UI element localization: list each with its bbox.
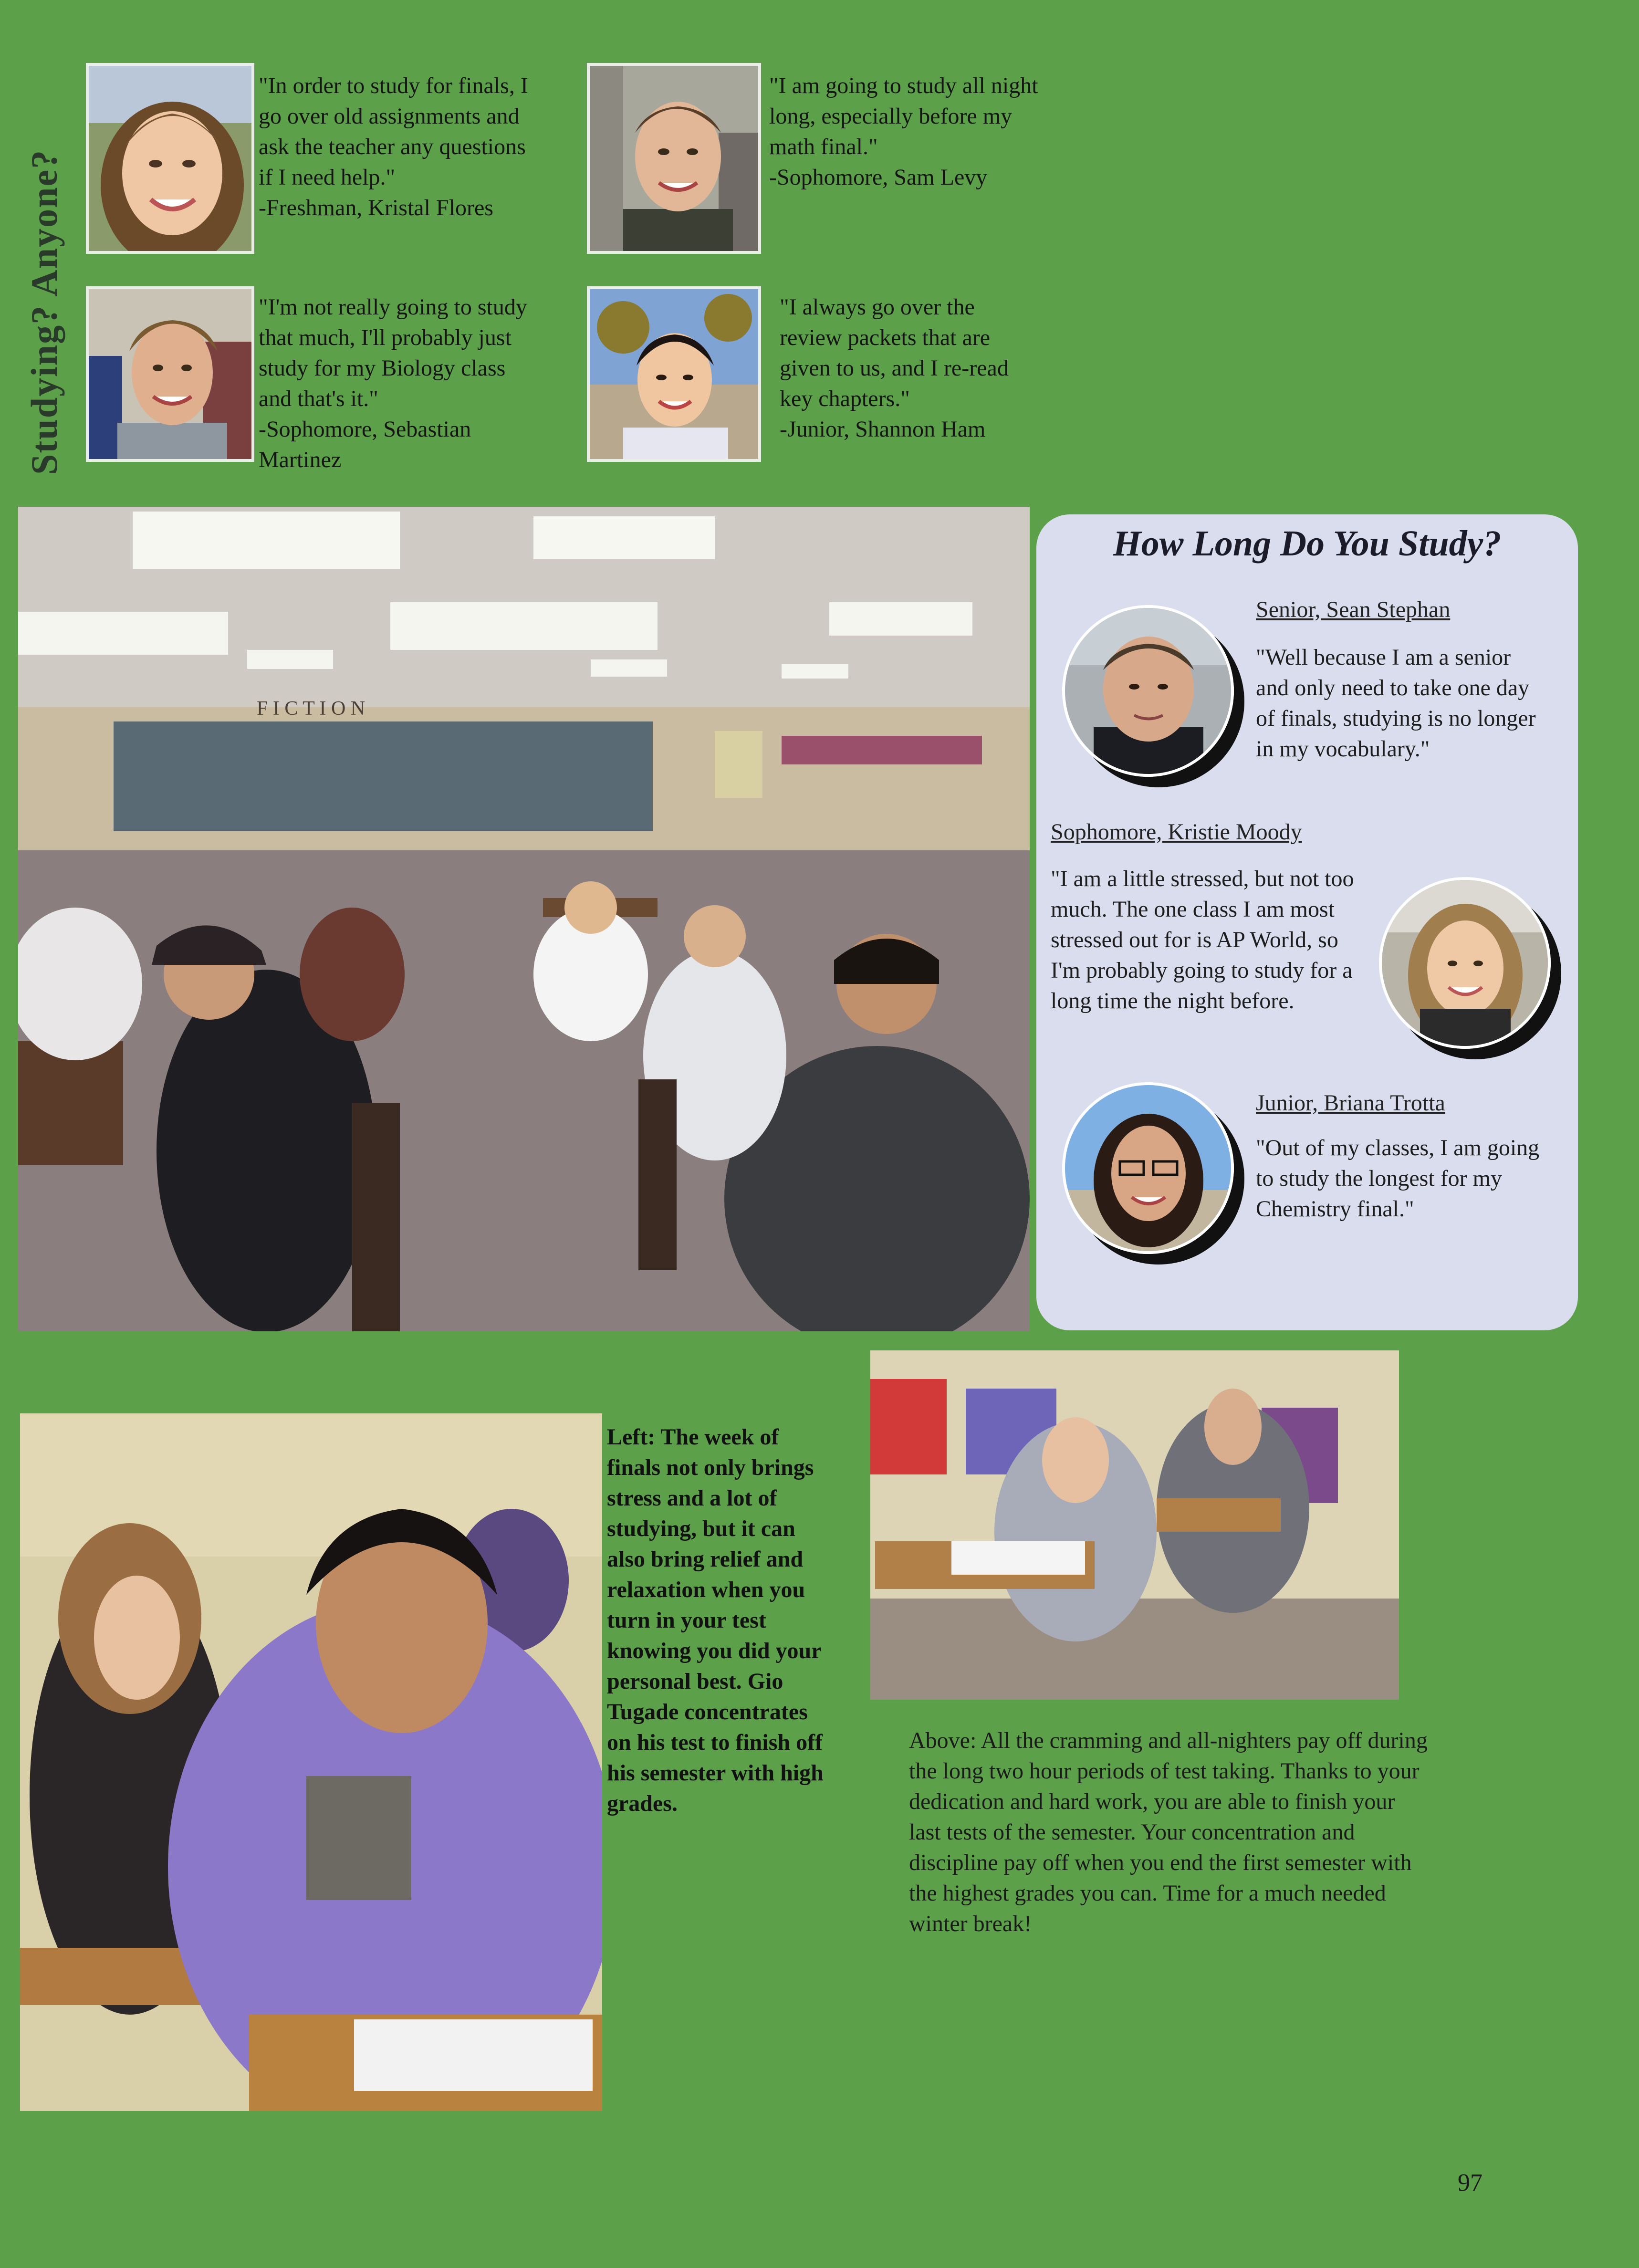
- panel-name-sean-stephan: Senior, Sean Stephan: [1256, 597, 1451, 622]
- portrait-sean-stephan: [1062, 605, 1234, 777]
- panel-quote-kristie-moody: "I am a little stressed, but not too much. The one class I am most stressed out for is AP World, so I'm probably going to study for a long time the night before.: [1051, 866, 1354, 1014]
- panel-quote-sean-stephan: "Well because I am a senior and only need to take one day of finals, studying is no longer in my vocabulary.": [1256, 645, 1536, 762]
- test-taking-photo-right: [870, 1350, 1399, 1700]
- panel-title: How Long Do You Study?: [1113, 523, 1502, 564]
- quote-shannon-ham: "I always go over the review packets that are given to us, and I re-read key chapters." -Junior, Shannon Ham: [780, 294, 1009, 442]
- page-number: 97: [1458, 2169, 1482, 2196]
- panel-quote-briana-trotta: "Out of my classes, I am going to study the longest for my Chemistry final.": [1256, 1135, 1540, 1222]
- test-taking-photo-left: [20, 1413, 602, 2111]
- portrait-kristie-moody: [1379, 877, 1551, 1049]
- quote-sam-levy: "I am going to study all night long, especially before my math final." -Sophomore, Sam Levy: [769, 73, 1038, 190]
- caption-left: Left: The week of finals not only brings stress and a lot of studying, but it can also bring relief and relaxation when you turn in your test knowing you did your personal best. Gio Tugade concentrates on his test to finish off his semester with high grades.: [607, 1424, 824, 1816]
- portrait-shannon-ham: [587, 286, 761, 462]
- quote-sebastian-martinez: "I'm not really going to study that much, I'll probably just study for my Biology class and that's it." -Sophomore, Sebastian Martinez: [259, 294, 527, 472]
- library-study-photo: [18, 507, 1030, 1331]
- portrait-sebastian-martinez: [86, 286, 254, 462]
- caption-right: Above: All the cramming and all-nighters pay off during the long two hour periods of test taking. Thanks to your dedication and hard work, you are able to finish your last tests of the semester. Your concentration and discipline pay off when you end the first semester with the highest grades you can. Time for a much needed winter break!: [909, 1728, 1428, 1936]
- portrait-briana-trotta: [1062, 1082, 1234, 1254]
- quote-kristal-flores: "In order to study for finals, I go over old assignments and ask the teacher any questions if I need help." -Freshman, Kristal Flores: [259, 73, 528, 220]
- panel-name-kristie-moody: Sophomore, Kristie Moody: [1051, 819, 1302, 845]
- how-long-do-you-study-panel: [1036, 514, 1578, 1330]
- panel-name-briana-trotta: Junior, Briana Trotta: [1256, 1090, 1445, 1116]
- portrait-kristal-flores: [86, 63, 254, 254]
- fiction-sign: F I C T I O N: [257, 698, 365, 720]
- section-title: Studying? Anyone?: [23, 149, 65, 475]
- portrait-sam-levy: [587, 63, 761, 254]
